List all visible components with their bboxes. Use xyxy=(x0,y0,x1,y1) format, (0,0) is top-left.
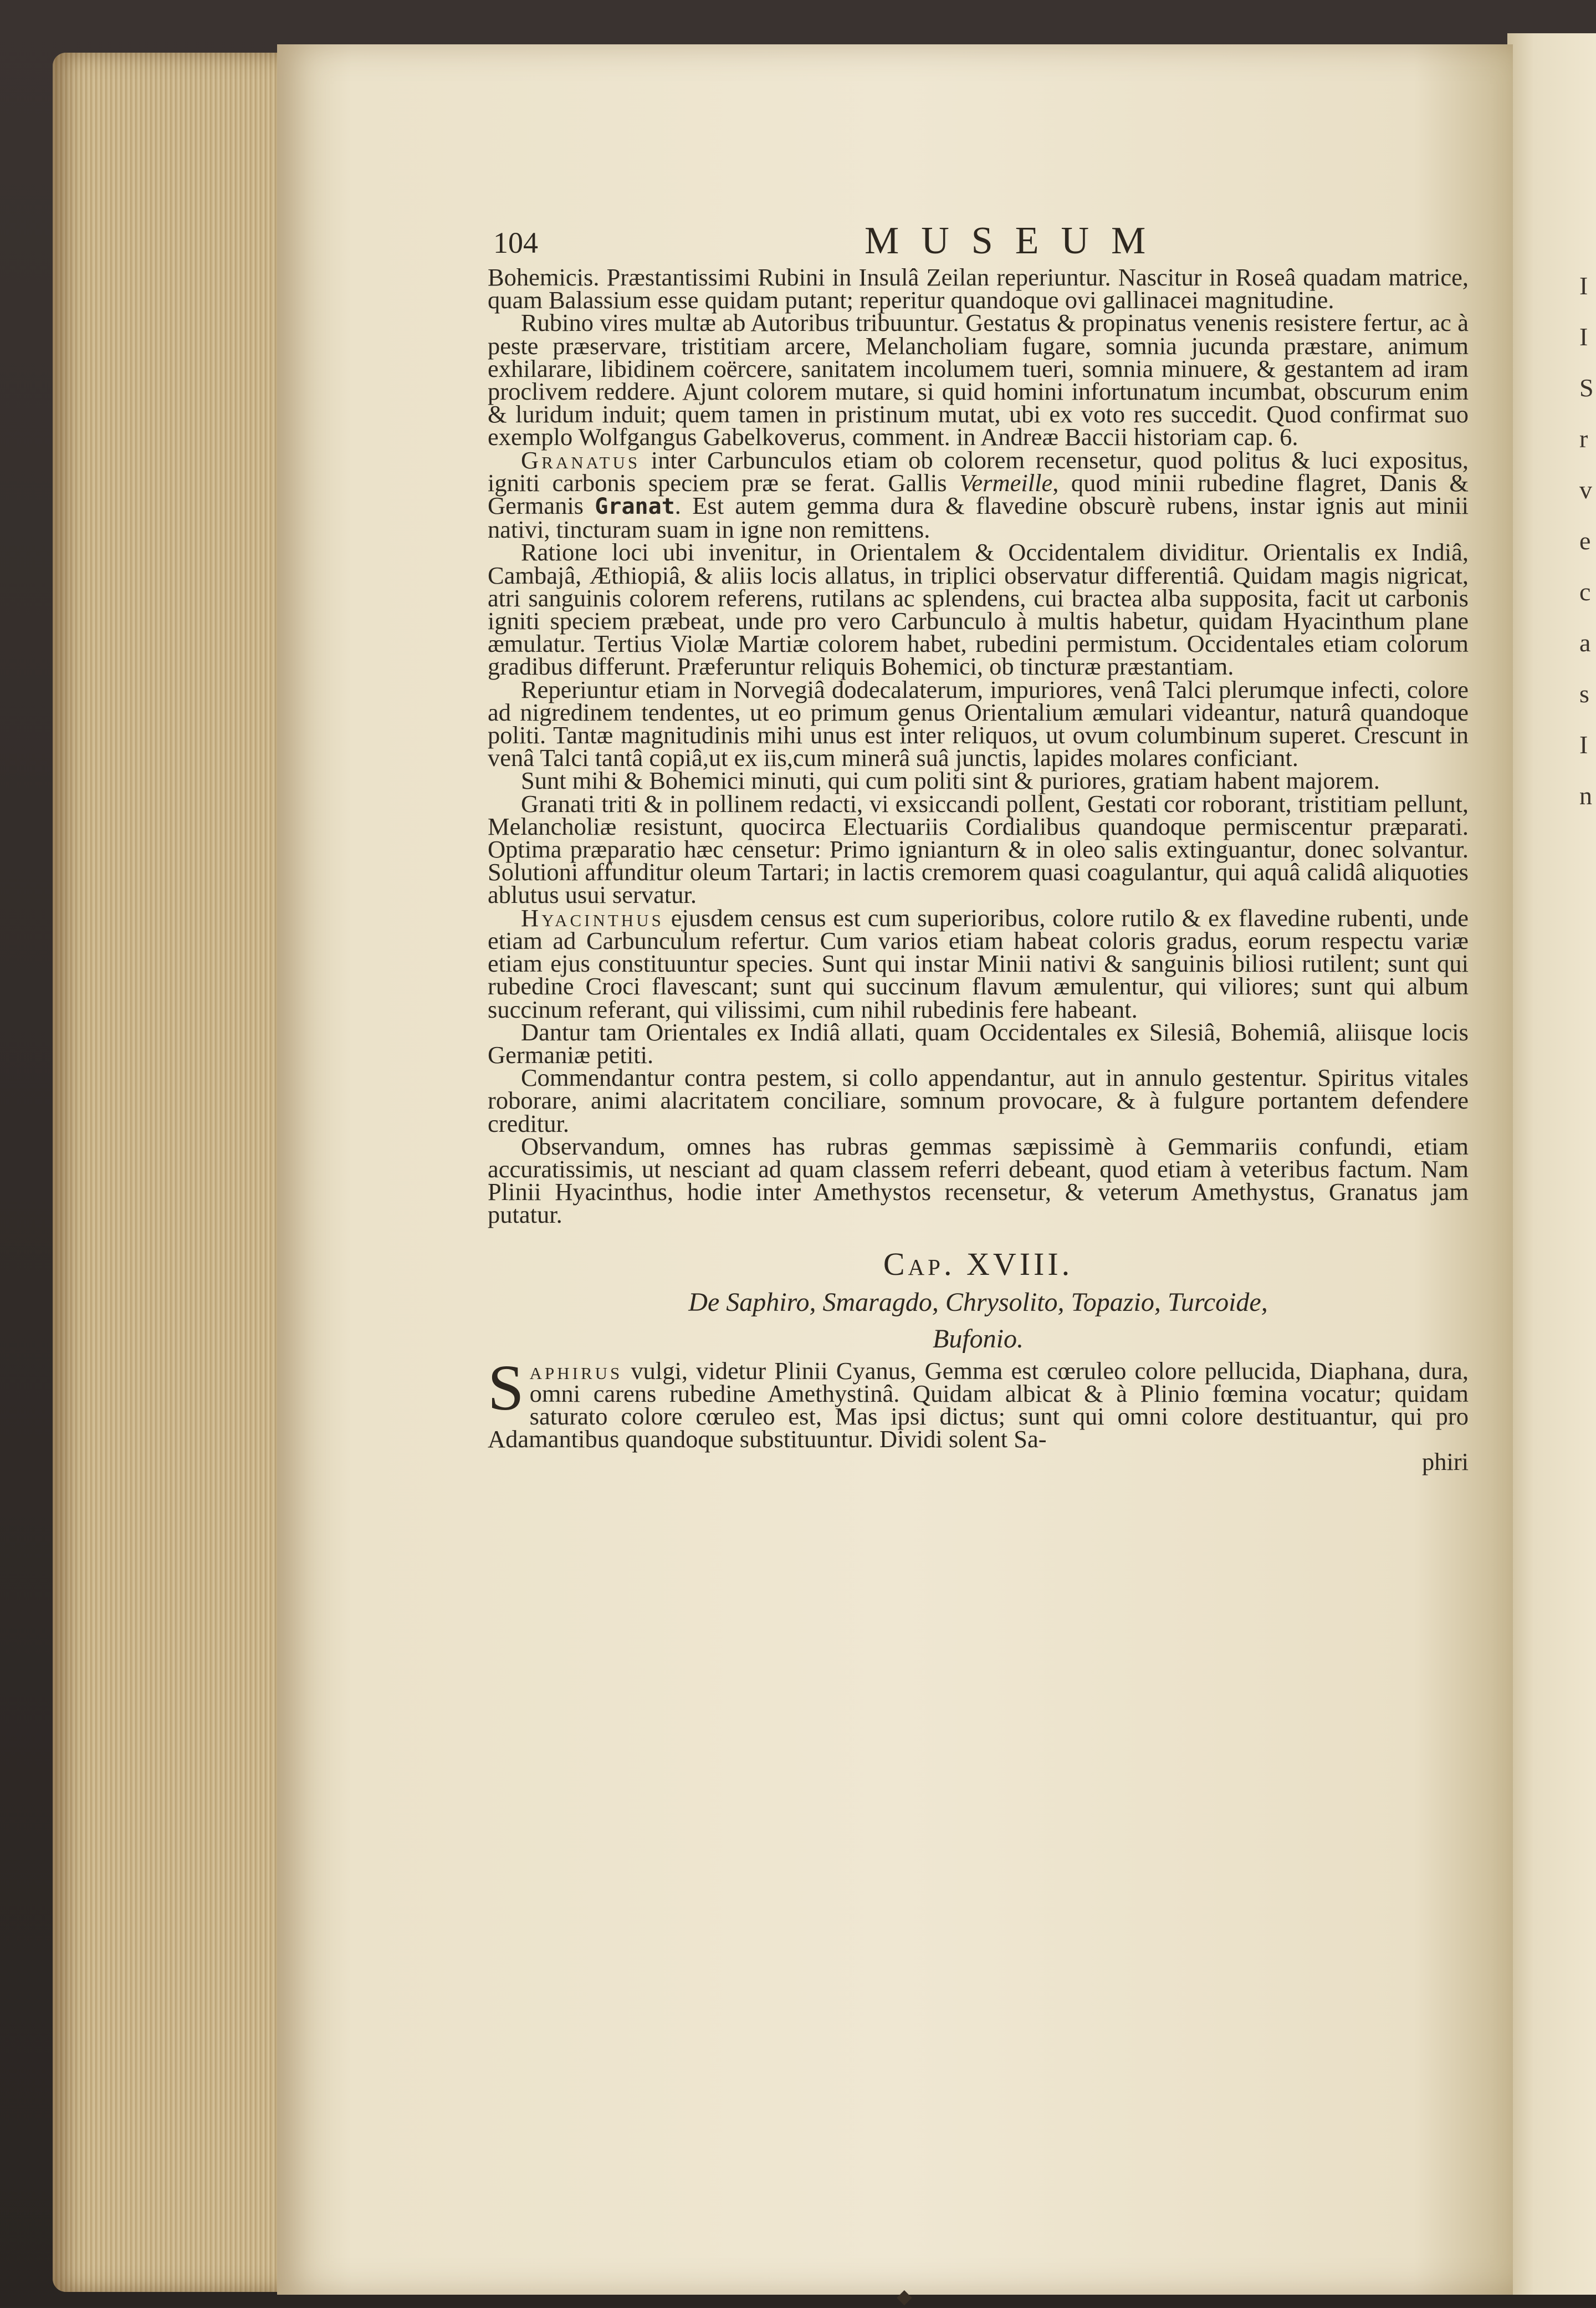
paragraph: Reperiuntur etiam in Norvegiâ dodecalaterum, impuriores, venâ Talci plerumque infecti, colore ad nigredinem tendentes, ut eo primum genus Orientalium æmulari videantur, naturâ quandoque politi. Tantæ magnitudinis mihi unus est inter reliquos, ut ovum columbinum superet. Crescunt in venâ Talci tantâ copiâ,ut ex iis,cum minerâ suâ junctis, lapides molares conficiant. xyxy=(488,675,1469,772)
chapter-subtitle: De Saphiro, Smaragdo, Chrysolito, Topazio, Turcoide, xyxy=(688,1287,1268,1317)
facing-letter: v xyxy=(1579,476,1592,504)
paragraph: Bohemicis. Præstantissimi Rubini in Insulâ Zeilan reperiuntur. Nascitur in Roseâ quadam matrice, quam Balassium esse quidam putant; reperitur quandoque ovi gallinacei magnitudine. xyxy=(488,263,1469,314)
page-number: 104 xyxy=(493,226,538,259)
facing-letter: S xyxy=(1579,374,1594,402)
text-run: . Est autem gemma dura & flavedine obscurè rubens, instar ignis aut minii nativi, tincturam suam in igne non remittens. xyxy=(488,492,1469,544)
book-page-edges xyxy=(53,53,285,2292)
facing-letter: a xyxy=(1579,629,1591,657)
text-run: vulgi, videtur Plinii Cyanus, Gemma est cœruleo colore pellucida, Diaphana, dura, omni carens rubedine Amethystinâ. Quidam albicat & à Plinio fœmina vocatur; quidam saturato colore cœruleo est, Mas ipsi dictus; sunt qui omni colore destituantur, qui pro Adamantibus quandoque substituuntur. Dividi solent Sa- xyxy=(488,1356,1469,1453)
page-header xyxy=(493,219,1413,269)
paragraph: Dantur tam Orientales ex Indiâ allati, quam Occidentales ex Silesiâ, Bohemiâ, aliisque locis Germaniæ petiti. xyxy=(488,1018,1469,1069)
paragraph: Commendantur contra pestem, si collo appendantur, aut in annulo gestentur. Spiritus vitales roborare, animi alacritatem conciliare, somnum provocare, & à fulgure portantem defendere creditur. xyxy=(488,1064,1469,1137)
drop-cap: S xyxy=(488,1351,524,1424)
entry-lead: Granatus xyxy=(521,446,641,474)
page-body xyxy=(488,263,1469,1476)
blackletter-term: Granat xyxy=(595,494,675,520)
chapter-heading: Cap. XVIII. xyxy=(883,1245,1073,1282)
facing-letter: n xyxy=(1579,782,1592,810)
paragraph-granatus xyxy=(488,446,1469,544)
paragraph: Rubino vires multæ ab Autoribus tribuuntur. Gestatus & propinatus venenis resistere fertur, ac à peste præservare, tristitiam arcere, Melancholiam fugare, somnia jucunda præstare, animum exhilarare, libidinem coërcere, sanitatem incolumem tueri, somnia minuere, & gestantem ad iram proclivem reddere. Ajunt colorem mutare, si quid homini infortunatum incumbat, obscurum enim & luridum induit; quem tamen in pristinum mutat, ubi ex voto res succedit. Quod confirmat suo exemplo Wolfgangus Gabelkoverus, comment. in Andreæ Baccii historiam cap. 6. xyxy=(488,309,1469,451)
paragraph: Observandum, omnes has rubras gemmas sæpissimè à Gemmariis confundi, etiam accuratissimis, ut nesciant ad quam classem referri debeant, quod etiam à veteribus factum. Nam Plinii Hyacinthus, hodie inter Amethystos recensetur, & veterum Amethystus, Granatus jam putatur. xyxy=(488,1132,1469,1229)
facing-letter: I xyxy=(1579,272,1588,300)
entry-lead: Hyacinthus xyxy=(521,903,664,932)
facing-letter: c xyxy=(1579,578,1591,606)
facing-letter: e xyxy=(1579,527,1591,555)
ornament-icon: ◆ xyxy=(897,2285,912,2307)
facing-letter: I xyxy=(1579,323,1588,351)
chapter-subtitle: Bufonio. xyxy=(933,1324,1024,1354)
facing-letter: s xyxy=(1579,680,1589,708)
text-run: inter Carbunculos etiam ob colorem recensetur, quod politus & luci expositus, igniti carbonis speciem præ se ferat. Gallis xyxy=(488,446,1469,497)
italic-term: Vermeille xyxy=(959,468,1053,497)
paragraph-saphirus xyxy=(488,1351,1469,1453)
entry-lead: aphirus xyxy=(529,1356,623,1385)
text-run: , quod minii rubedine flagret, Danis & Germanis xyxy=(488,468,1469,520)
paragraph: Ratione loci ubi invenitur, in Orientalem & Occidentalem dividitur. Orientalis ex Indiâ, Cambajâ, Æthiopiâ, & aliis locis allatus, in triplici observatur differentiâ. Quidam magis nigricat, atri sanguinis colorem referens, rutilans ac splendens, cui bractea alba supposita, facit ut carbonis igniti speciem præbeat, unde pro vero Carbunculo à multis habetur, quidam Hyacinthum plane æmulatur. Tertius Violæ Martiæ colorem habet, rubedini permistum. Occidentales etiam colorum gradibus differunt. Præferuntur reliquis Bohemici, ob tincturæ præstantiam. xyxy=(488,538,1469,681)
catchword: phiri xyxy=(1421,1448,1469,1476)
running-head: MUSEUM xyxy=(864,219,1168,262)
facing-letter: r xyxy=(1579,425,1588,453)
facing-page-letters xyxy=(1579,261,1596,821)
paragraph-hyacinthus xyxy=(488,903,1469,1023)
paragraph: Sunt mihi & Bohemici minuti, qui cum politi sint & puriores, gratiam habent majorem. xyxy=(521,767,1380,795)
paragraph: Granati triti & in pollinem redacti, vi exsiccandi pollent, Gestati cor roborant, tristitiam pellunt, Melancholiæ resistunt, quocirca Electuariis Cordialibus quandoque permiscentur præparati. Optima præparatio hæc censetur: Primo ignianturn & in oleo salis extinguantur, donec solvantur. Solutioni affunditur oleum Tartari; in lactis cremorem quasi coagulantur, qui aquâ calidâ aliquoties ablutus usui servatur. xyxy=(488,789,1469,909)
facing-letter: I xyxy=(1579,731,1588,759)
text-run: ejusdem census est cum superioribus, colore rutilo & ex flavedine rubenti, unde etiam ad Carbunculum refertur. Cum varios etiam habeat coloris gradus, eorum respectu variæ etiam ejus constituuntur species. Sunt qui instar Minii nativi & sanguinis biliosi rutilent; sunt qui rubedine Croci flavescant; sunt qui succinum flavum æmulentur, qui viliores; sunt qui album succinum referant, qui vilissimi, cum nihil rubedinis fere habeant. xyxy=(488,903,1469,1023)
